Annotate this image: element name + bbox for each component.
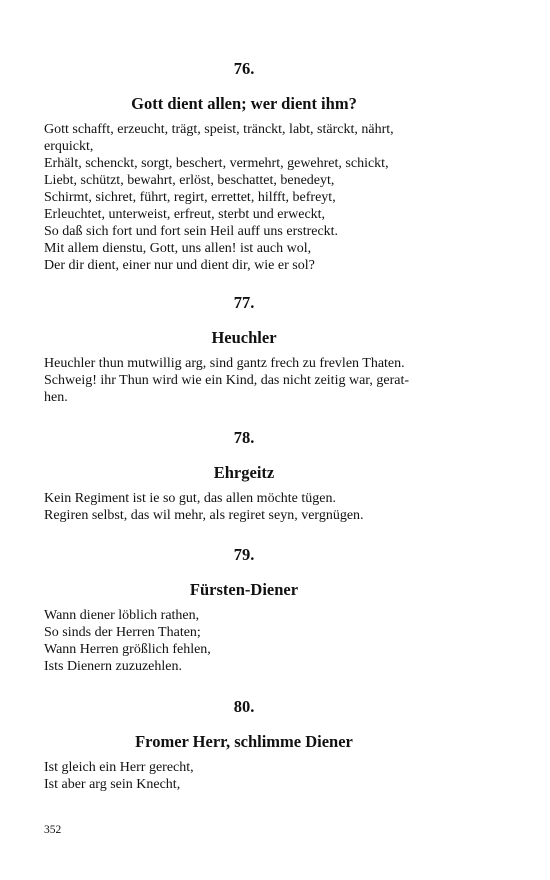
poem-line: Der dir dient, einer nur und dient dir, wie er sol?: [44, 258, 315, 273]
poem-line: Erleuchtet, unterweist, erfreut, sterbt und erweckt,: [44, 207, 326, 222]
poem-line: Heuchler thun mutwillig arg, sind gantz frech zu frevlen Thaten.: [44, 356, 405, 371]
poem-title: Fürsten-Diener: [189, 580, 299, 599]
poem-line: Erhält, schenckt, sorgt, beschert, vermehrt, gewehret, schickt,: [44, 156, 389, 171]
poem-line: Schweig! ihr Thun wird wie ein Kind, das nicht zeitig war, gerat-: [44, 373, 410, 388]
poem-number: 76.: [233, 59, 255, 78]
poem-line: Wann Herren größlich fehlen,: [44, 642, 211, 657]
poem-77: [44, 293, 444, 406]
poem-78: [44, 428, 444, 524]
poem-line: erquickt,: [44, 139, 94, 154]
poem-line: Regiren selbst, das wil mehr, als regiret seyn, vergnügen.: [44, 508, 364, 523]
poem-title: Gott dient allen; wer dient ihm?: [131, 94, 357, 113]
poem-line: So daß sich fort und fort sein Heil auff uns erstreckt.: [44, 224, 339, 239]
poem-title: Ehrgeitz: [213, 463, 275, 482]
poem-title: Heuchler: [211, 328, 277, 347]
poem-line: Ist aber arg sein Knecht,: [44, 777, 181, 792]
poem-line: Mit allem dienstu, Gott, uns allen! ist auch wol,: [44, 241, 312, 256]
book-page: [44, 0, 444, 880]
poem-line: Gott schafft, erzeucht, trägt, speist, tränckt, labt, stärckt, nährt,: [44, 122, 394, 137]
poem-line: Ists Dienern zuzuzehlen.: [44, 659, 182, 674]
poem-line: hen.: [44, 390, 68, 405]
poem-76: [44, 59, 444, 274]
poem-lines: [44, 355, 444, 406]
poem-number: 77.: [233, 293, 255, 312]
poem-line: Schirmt, sichret, führt, regirt, errettet, hilfft, befreyt,: [44, 190, 336, 205]
poem-lines: [44, 607, 444, 675]
poem-80: [44, 697, 444, 793]
poem-line: Kein Regiment ist ie so gut, das allen möchte tügen.: [44, 491, 336, 506]
poem-lines: [44, 121, 444, 274]
poem-title: Fromer Herr, schlimme Diener: [135, 732, 353, 751]
poem-line: So sinds der Herren Thaten;: [44, 625, 201, 640]
poem-number: 79.: [233, 545, 255, 564]
poem-line: Wann diener löblich rathen,: [44, 608, 200, 623]
poem-number: 80.: [233, 697, 255, 716]
poem-number: 78.: [233, 428, 255, 447]
page-number: 352: [44, 824, 62, 836]
poem-79: [44, 545, 444, 675]
poem-lines: [44, 759, 444, 793]
poem-lines: [44, 490, 444, 524]
poem-line: Ist gleich ein Herr gerecht,: [44, 760, 194, 775]
poem-line: Liebt, schützt, bewahrt, erlöst, beschattet, benedeyt,: [44, 173, 335, 188]
